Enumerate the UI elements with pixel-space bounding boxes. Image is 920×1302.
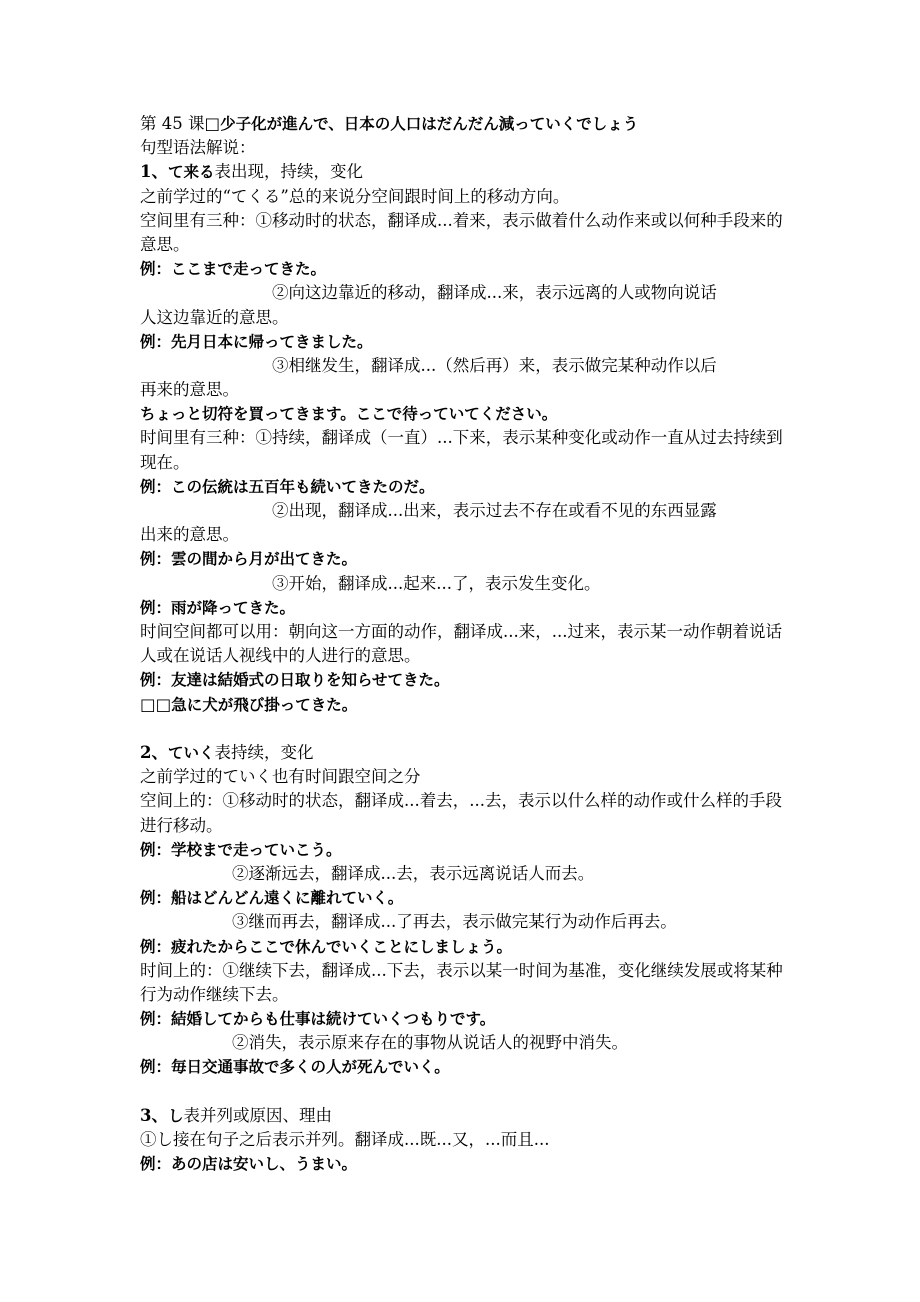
s1-space-point-2-cont: 人这边靠近的意思。 <box>140 307 289 327</box>
s3-number: 3、 <box>140 1105 168 1125</box>
s2-keyword: ていく <box>167 743 215 762</box>
s1-example-8 <box>140 693 790 717</box>
s2-number: 2、 <box>140 742 168 762</box>
s1-time-point-3: ③开始，翻译成...起来...了，表示发生变化。 <box>272 573 601 593</box>
s1-example-4: 例：この伝統は五百年も続いてきたのだ。 <box>140 477 435 496</box>
s2-title-rest: 表持续，变化 <box>214 742 314 762</box>
s1-space-intro: 空间里有三种：①移动时的状态，翻译成...着来，表示做着什么动作来或以何种手段来的意思。 <box>140 210 783 254</box>
s1-space-point-3: ③相继发生，翻译成...（然后再）来，表示做完某种动作以后 <box>272 355 717 375</box>
s1-example-6: 例：雨が降ってきた。 <box>140 598 296 617</box>
s1-title-rest: 表出现，持续，变化 <box>214 162 363 182</box>
s1-example-8-text: 急に犬が飛び掛ってきた。 <box>171 695 358 714</box>
s3-title-rest: 表并列或原因、理由 <box>183 1105 332 1125</box>
s2-title <box>140 741 790 765</box>
s2-intro: 之前学过的ていく也有时间跟空间之分 <box>140 767 421 787</box>
s2-example-4: 例：結婚してからも仕事は続けていくつもりです。 <box>140 1010 496 1029</box>
s1-time-point-2-cont: 出来的意思。 <box>140 525 239 545</box>
lesson-title <box>140 112 790 136</box>
s3-title <box>140 1104 790 1128</box>
s1-number: 1、 <box>140 162 168 182</box>
s1-example-7: 例：友達は結婚式の日取りを知らせてきた。 <box>140 671 450 690</box>
document-page <box>140 112 790 1176</box>
s2-example-1: 例：学校まで走っていこう。 <box>140 840 342 859</box>
s3-keyword: し <box>167 1106 184 1125</box>
s1-both-usage: 时间空间都可以用：朝向这一方面的动作，翻译成...来，...过来，表示某一动作朝着说话人或在说话人视线中的人进行的意思。 <box>140 622 782 666</box>
s1-space-point-3-cont: 再来的意思。 <box>140 380 239 400</box>
s1-space-point-2: ②向这边靠近的移动，翻译成...来，表示远离的人或物向说话 <box>272 283 717 303</box>
s1-time-point-2: ②出现，翻译成...出来，表示过去不存在或看不见的东西显露 <box>272 501 717 521</box>
s1-title <box>140 160 790 184</box>
s2-example-2: 例：船はどんどん遠くに離れていく。 <box>140 889 404 908</box>
s2-time-point-2: ②消失，表示原来存在的事物从说话人的视野中消失。 <box>232 1033 628 1053</box>
s1-intro: 之前学过的“てくる”总的来说分空间跟时间上的移动方向。 <box>140 186 570 206</box>
s2-space-point-2: ②逐渐远去，翻译成...去，表示远离说话人而去。 <box>232 863 595 883</box>
s2-space-intro: 空间上的：①移动时的状态，翻译成...着去，...去，表示以什么样的动作或什么样的手段进行移动。 <box>140 791 782 835</box>
s2-time-intro: 时间上的：①继续下去，翻译成...下去，表示以某一时间为基准，变化继续发展或将某种行为动作继续下去。 <box>140 960 783 1004</box>
s3-example-1: 例：あの店は安いし、うまい。 <box>140 1155 358 1174</box>
s1-example-1: 例：ここまで走ってきた。 <box>140 260 327 279</box>
lesson-number: 第 45 课□ <box>140 114 221 133</box>
spacer <box>140 717 790 741</box>
s2-space-point-3: ③继而再去，翻译成...了再去，表示做完某行为动作后再去。 <box>232 912 677 932</box>
section-heading: 句型语法解说： <box>140 138 256 158</box>
s1-time-intro: 时间里有三种：①持续，翻译成（一直）...下来，表示某种变化或动作一直从过去持续到现在。 <box>140 428 783 472</box>
s1-example-5: 例：雲の間から月が出てきた。 <box>140 550 358 569</box>
lesson-title-jp: 少子化が進んで、日本の人口はだんだん減っていくでしょう <box>220 115 639 133</box>
s1-example-8-prefix: □□ <box>140 694 172 714</box>
s1-keyword: て来る <box>167 163 215 182</box>
s2-example-5: 例：毎日交通事故で多くの人が死んでいく。 <box>140 1058 450 1077</box>
s1-example-3: ちょっと切符を買ってきます。ここで待っていてください。 <box>140 405 558 424</box>
spacer <box>140 1080 790 1104</box>
s1-example-2: 例：先月日本に帰ってきました。 <box>140 332 373 351</box>
s2-example-3: 例：疲れたからここで休んでいくことにしましょう。 <box>140 937 513 956</box>
s3-point-1: ①し接在句子之后表示并列。翻译成...既...又，...而且... <box>140 1130 550 1150</box>
